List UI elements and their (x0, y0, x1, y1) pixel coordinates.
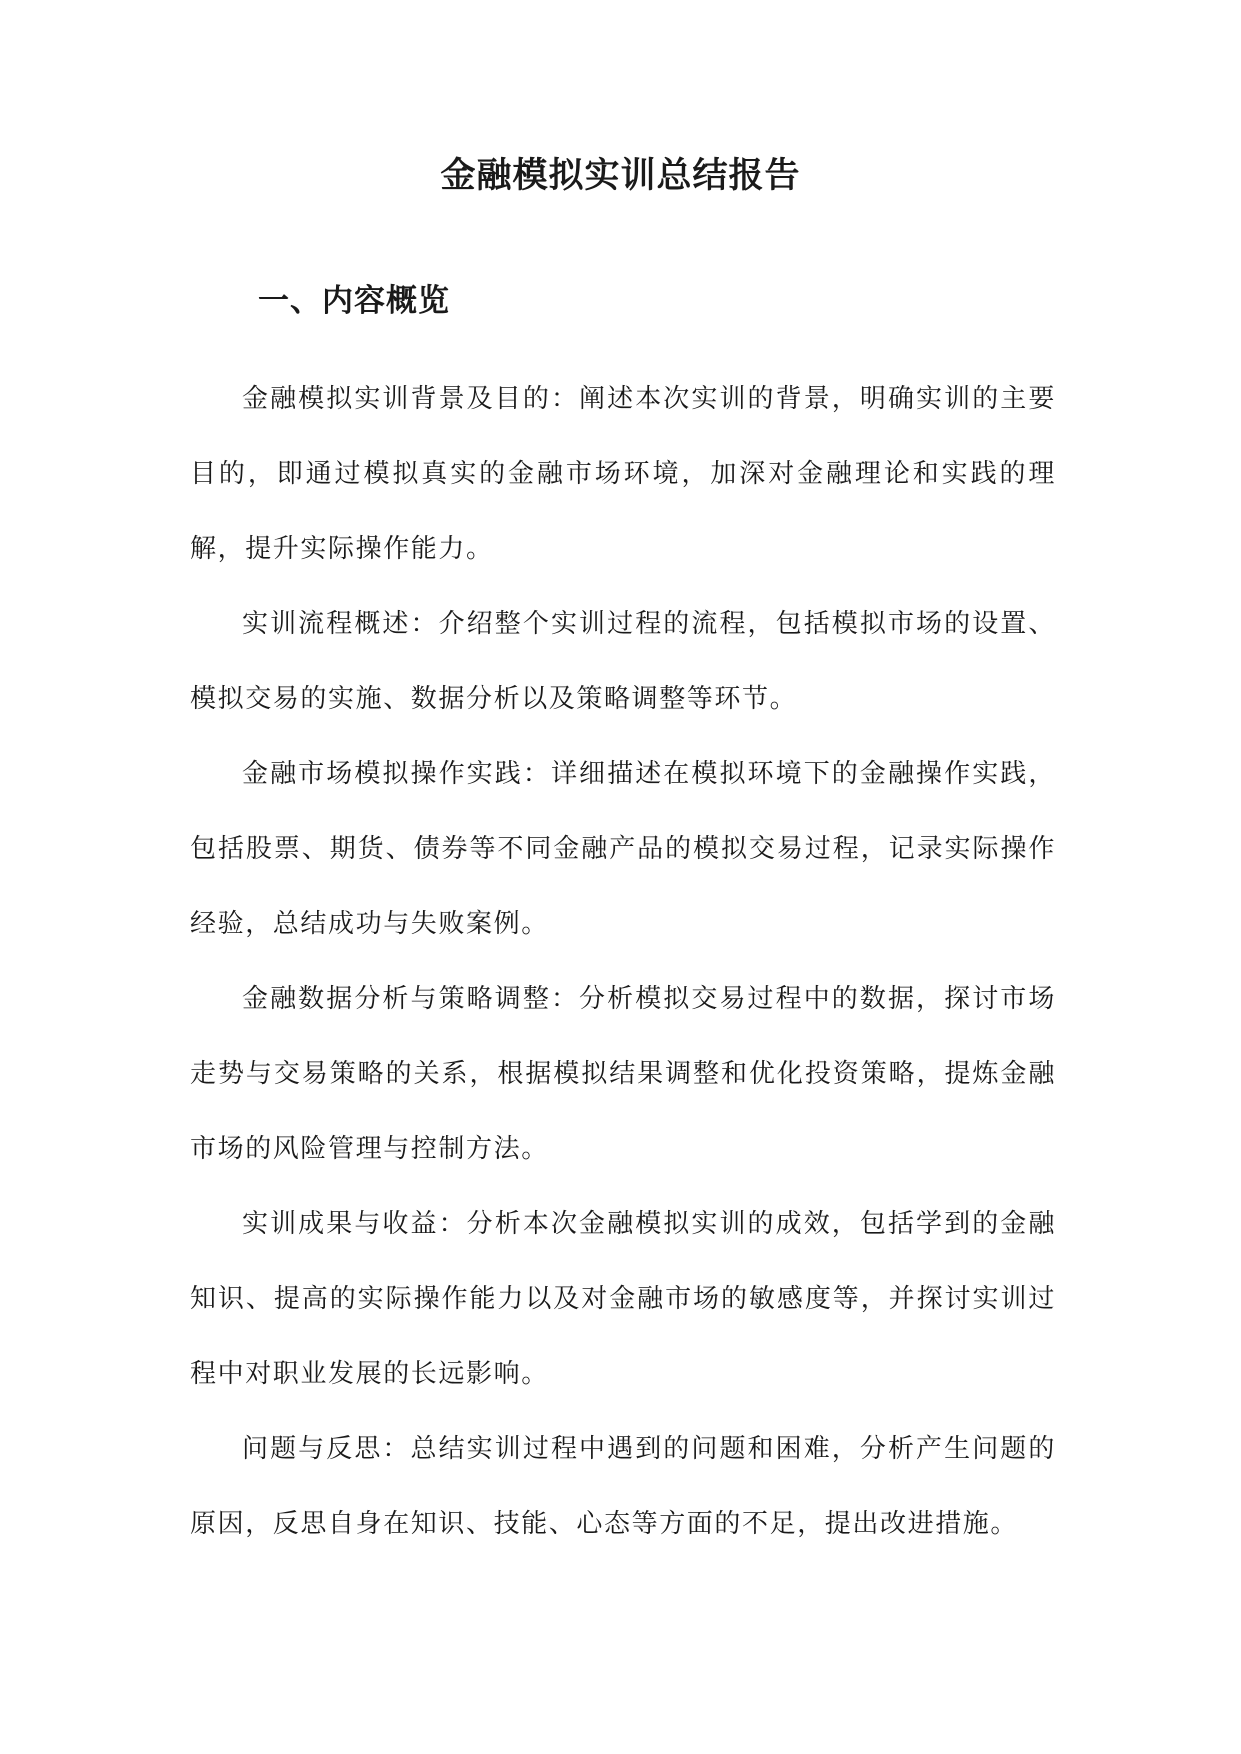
paragraph-process-overview: 实训流程概述：介绍整个实训过程的流程，包括模拟市场的设置、模拟交易的实施、数据分析以及策略调整等环节。 (190, 609, 1056, 714)
section-heading: 一、内容概览 (258, 283, 450, 319)
paragraph-reflection: 问题与反思：总结实训过程中遇到的问题和困难，分析产生问题的原因，反思自身在知识、技能、心态等方面的不足，提出改进措施。 (190, 1434, 1056, 1539)
section-body (190, 362, 1056, 1562)
paragraph-outcomes: 实训成果与收益：分析本次金融模拟实训的成效，包括学到的金融知识、提高的实际操作能力以及对金融市场的敏感度等，并探讨实训过程中对职业发展的长远影响。 (190, 1209, 1056, 1389)
document-title: 金融模拟实训总结报告 (440, 155, 801, 196)
paragraph-data-analysis: 金融数据分析与策略调整：分析模拟交易过程中的数据，探讨市场走势与交易策略的关系，根据模拟结果调整和优化投资策略，提炼金融市场的风险管理与控制方法。 (190, 984, 1056, 1164)
paragraph-market-practice: 金融市场模拟操作实践：详细描述在模拟环境下的金融操作实践，包括股票、期货、债券等不同金融产品的模拟交易过程，记录实际操作经验，总结成功与失败案例。 (190, 759, 1056, 939)
paragraph-background-purpose: 金融模拟实训背景及目的：阐述本次实训的背景，明确实训的主要目的，即通过模拟真实的金融市场环境，加深对金融理论和实践的理解，提升实际操作能力。 (190, 384, 1056, 564)
